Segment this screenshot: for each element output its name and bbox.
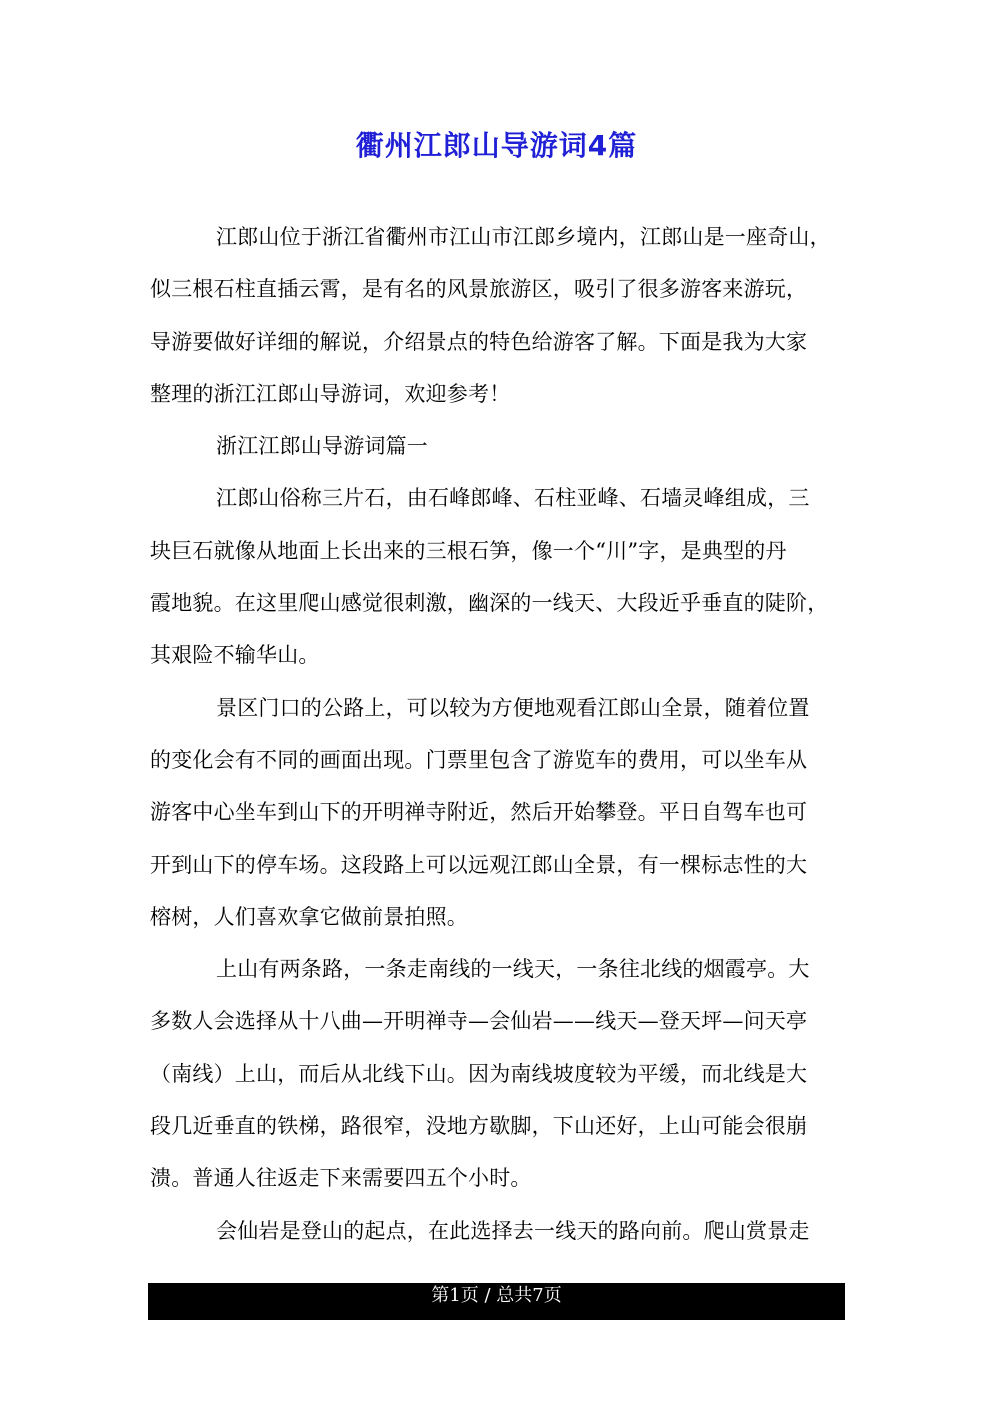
- document-title: 衢州江郎山导游词4篇: [355, 129, 638, 162]
- text-line: 游客中心坐车到山下的开明禅寺附近，然后开始攀登。平日自驾车也可: [150, 800, 808, 825]
- text-line: 溃。普通人往返走下来需要四五个小时。: [150, 1166, 532, 1191]
- text-line: 段几近垂直的铁梯，路很窄，没地方歇脚，下山还好，上山可能会很崩: [150, 1114, 808, 1139]
- page-footer: [148, 1283, 845, 1320]
- text-line: 整理的浙江江郎山导游词，欢迎参考！: [150, 381, 511, 406]
- page-number-label: 第1页 / 总共7页: [431, 1285, 562, 1306]
- text-line: （南线）上山，而后从北线下山。因为南线坡度较为平缓，而北线是大: [150, 1061, 808, 1086]
- text-line: 江郎山位于浙江省衢州市江山市江郎乡境内，江郎山是一座奇山，: [216, 225, 831, 249]
- text-line: 景区门口的公路上，可以较为方便地观看江郎山全景，随着位置: [216, 695, 810, 720]
- text-line: 块巨石就像从地面上长出来的三根石笋，像一个“川”字，是典型的丹: [150, 538, 787, 563]
- text-line: 多数人会选择从十八曲—开明禅寺—会仙岩——线天—登天坪—问天亭: [150, 1009, 808, 1034]
- document-body: [150, 211, 831, 1257]
- text-line: 榕树，人们喜欢拿它做前景拍照。: [150, 904, 468, 929]
- text-line: 会仙岩是登山的起点，在此选择去一线天的路向前。爬山赏景走: [216, 1218, 810, 1243]
- text-line: 开到山下的停车场。这段路上可以远观江郎山全景，有一棵标志性的大: [150, 852, 808, 877]
- text-line: 导游要做好详细的解说，介绍景点的特色给游客了解。下面是我为大家: [150, 329, 808, 354]
- text-line: 的变化会有不同的画面出现。门票里包含了游览车的费用，可以坐车从: [150, 747, 808, 772]
- text-line: 似三根石柱直插云霄，是有名的风景旅游区，吸引了很多游客来游玩，: [150, 277, 808, 302]
- text-line: 江郎山俗称三片石，由石峰郎峰、石柱亚峰、石墙灵峰组成，三: [216, 486, 810, 511]
- text-line: 浙江江郎山导游词篇一: [216, 434, 428, 459]
- text-line: 其艰险不输华山。: [150, 643, 320, 668]
- text-line: 上山有两条路，一条走南线的一线天，一条往北线的烟霞亭。大: [216, 957, 810, 982]
- text-line: 霞地貌。在这里爬山感觉很刺激，幽深的一线天、大段近乎垂直的陡阶，: [150, 591, 829, 616]
